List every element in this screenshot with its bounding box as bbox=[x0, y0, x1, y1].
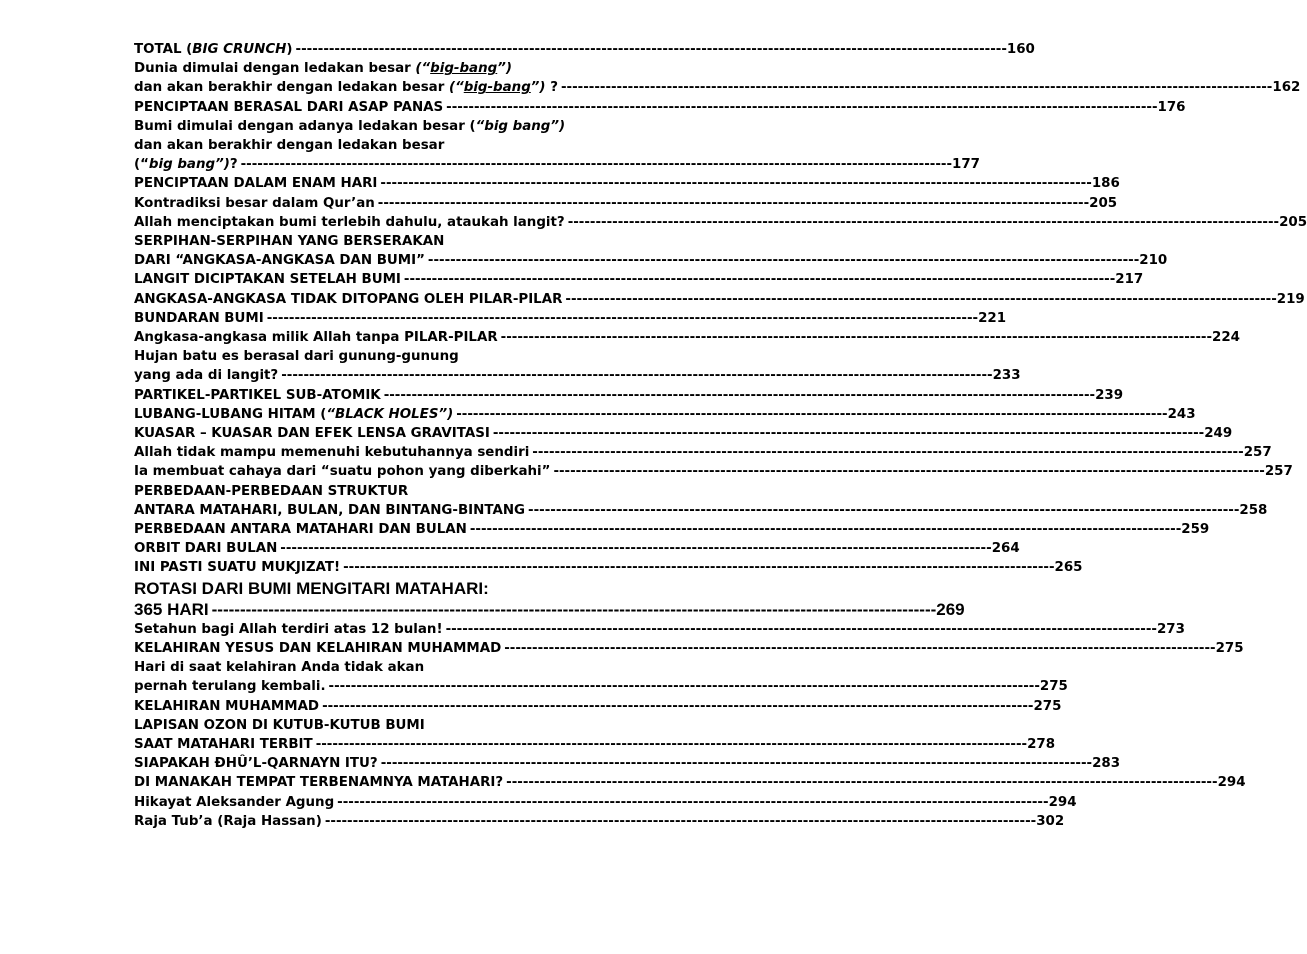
toc-text: dan akan berakhir dengan ledakan besar bbox=[134, 138, 445, 154]
toc-page-number: 205 bbox=[1279, 214, 1307, 230]
toc-page-number: 265 bbox=[1054, 560, 1083, 576]
toc-page-number: 275 bbox=[1033, 698, 1062, 714]
toc-entry bbox=[134, 424, 1233, 443]
toc-text: ) bbox=[286, 42, 293, 57]
toc-text: dan akan berakhir dengan ledakan besar bbox=[134, 80, 449, 96]
toc-page-number: 221 bbox=[978, 310, 1007, 326]
toc-entry-line bbox=[134, 716, 680, 735]
toc-text-italic: ”) bbox=[215, 157, 230, 173]
toc-page-number: 294 bbox=[1048, 794, 1077, 810]
toc-text: Allah tidak mampu memenuhi kebutuhannya sendiri bbox=[134, 445, 530, 461]
toc-page-number: 224 bbox=[1212, 330, 1240, 346]
dot-leader bbox=[212, 599, 937, 620]
toc-text: ? bbox=[545, 80, 558, 96]
dot-leader bbox=[322, 697, 1033, 716]
toc-entry bbox=[134, 558, 1083, 577]
toc-entry bbox=[134, 639, 1244, 658]
toc-entry bbox=[134, 539, 1020, 558]
toc-page-number: 219 bbox=[1276, 291, 1305, 307]
toc-text: PERBEDAAN-PERBEDAAN STRUKTUR bbox=[134, 483, 409, 499]
toc-page-number: 259 bbox=[1181, 522, 1210, 538]
toc-page-number: 243 bbox=[1167, 406, 1196, 422]
toc-page-number: 186 bbox=[1091, 176, 1120, 192]
toc-page-number: 257 bbox=[1264, 464, 1293, 480]
toc-text: SAAT MATAHARI TERBIT bbox=[134, 736, 313, 752]
toc-text: LANGIT DICIPTAKAN SETELAH BUMI bbox=[134, 272, 401, 288]
toc-text: 365 HARI bbox=[134, 599, 209, 619]
toc-page-number: 269 bbox=[936, 599, 965, 619]
toc-page-number: 176 bbox=[1157, 99, 1186, 115]
toc-page-number: 273 bbox=[1156, 621, 1185, 637]
toc-page-number: 278 bbox=[1027, 736, 1056, 752]
toc-entry-line bbox=[134, 658, 680, 677]
toc-entry-line bbox=[134, 482, 680, 501]
toc-entry bbox=[134, 328, 1240, 347]
toc-text: Ia membuat cahaya dari “suatu pohon yang diberkahi” bbox=[134, 464, 551, 480]
toc-page-number: 258 bbox=[1239, 502, 1268, 518]
toc-entry bbox=[134, 251, 1168, 270]
toc-entry bbox=[134, 290, 1305, 309]
dot-leader bbox=[404, 270, 1115, 289]
toc-entry bbox=[134, 520, 1210, 539]
toc-entry bbox=[134, 620, 1185, 639]
toc-entry-black-holes bbox=[134, 405, 1196, 424]
toc-entry bbox=[134, 443, 1272, 462]
toc-page-number: 275 bbox=[1215, 640, 1244, 656]
dot-leader bbox=[446, 620, 1157, 639]
toc-entry-large-line bbox=[134, 578, 680, 599]
toc-entry-line bbox=[134, 232, 680, 251]
toc-text: ORBIT DARI BULAN bbox=[134, 541, 278, 557]
toc-page-number: 294 bbox=[1217, 775, 1246, 791]
toc-text: ? bbox=[229, 157, 238, 173]
toc-text: ROTASI DARI BUMI MENGITARI MATAHARI: bbox=[134, 578, 489, 598]
dot-leader bbox=[446, 98, 1157, 117]
toc-entry bbox=[134, 735, 1056, 754]
toc-page-number: 239 bbox=[1095, 387, 1124, 403]
dot-leader bbox=[380, 174, 1091, 193]
toc-entry bbox=[134, 386, 1124, 405]
toc-text: SERPIHAN-SERPIHAN YANG BERSERAKAN bbox=[134, 234, 445, 250]
toc-text: ANGKASA-ANGKASA TIDAK DITOPANG OLEH PILAR-PILAR bbox=[134, 291, 563, 307]
toc-entry-line bbox=[134, 347, 680, 366]
dot-leader bbox=[428, 251, 1139, 270]
toc-text: PERBEDAAN ANTARA MATAHARI DAN BULAN bbox=[134, 522, 467, 538]
dot-leader bbox=[470, 520, 1181, 539]
dot-leader bbox=[316, 735, 1027, 754]
dot-leader bbox=[381, 754, 1092, 773]
toc-text: SIAPAKAH ĐHÛ’L-QARNAYN ITU? bbox=[134, 756, 378, 772]
dot-leader bbox=[553, 462, 1264, 481]
toc-page-number: 205 bbox=[1089, 195, 1118, 211]
toc-text-italic: BIG CRUNCH bbox=[192, 42, 287, 57]
toc-text: PARTIKEL-PARTIKEL SUB-ATOMIK bbox=[134, 387, 381, 403]
dot-leader bbox=[501, 328, 1212, 347]
toc-text: pernah terulang kembali. bbox=[134, 679, 326, 695]
toc-text-italic: “BLACK HOLES”) bbox=[326, 406, 454, 422]
toc-entry bbox=[134, 366, 1021, 385]
dot-leader bbox=[343, 558, 1054, 577]
toc-text: INI PASTI SUATU MUKJIZAT! bbox=[134, 560, 341, 576]
toc-entry bbox=[134, 462, 1293, 481]
toc-entry bbox=[134, 754, 1121, 773]
toc-entry bbox=[134, 98, 1186, 117]
toc-text: Angkasa-angkasa milik Allah tanpa PILAR-PILAR bbox=[134, 330, 498, 346]
toc-text-italic: ”) bbox=[530, 80, 546, 96]
toc-text: Bumi dimulai dengan adanya ledakan besar ( bbox=[134, 118, 476, 134]
toc-text: KELAHIRAN MUHAMMAD bbox=[134, 698, 320, 714]
toc-entry bbox=[134, 812, 1065, 831]
toc-text: Hari di saat kelahiran Anda tidak akan bbox=[134, 660, 425, 676]
toc-entry-big-bang bbox=[134, 78, 1301, 97]
dot-leader bbox=[506, 773, 1217, 792]
dot-leader bbox=[493, 424, 1204, 443]
toc-text: Hujan batu es berasal dari gunung-gunung bbox=[134, 349, 459, 365]
toc-entry-big-bang-2 bbox=[134, 155, 980, 174]
toc-page-number: 217 bbox=[1115, 272, 1144, 288]
toc-page-number: 302 bbox=[1036, 813, 1065, 829]
toc-page-number: 283 bbox=[1092, 756, 1121, 772]
toc-text: PENCIPTAAN DALAM ENAM HARI bbox=[134, 176, 378, 192]
dot-leader bbox=[504, 639, 1215, 658]
dot-leader bbox=[241, 155, 952, 174]
dot-leader bbox=[296, 40, 1007, 59]
toc-text: Hikayat Aleksander Agung bbox=[134, 794, 335, 810]
toc-text: KUASAR – KUASAR DAN EFEK LENSA GRAVITASI bbox=[134, 426, 490, 442]
toc-page-number: 249 bbox=[1204, 426, 1233, 442]
table-of-contents bbox=[134, 40, 1307, 831]
toc-entry-line bbox=[134, 59, 680, 78]
toc-text: Raja Tub’a (Raja Hassan) bbox=[134, 813, 322, 829]
toc-entry bbox=[134, 677, 1068, 696]
toc-page-number: 233 bbox=[992, 368, 1021, 384]
dot-leader bbox=[561, 78, 1272, 97]
dot-leader bbox=[329, 677, 1040, 696]
toc-page-number: 257 bbox=[1243, 445, 1272, 461]
toc-page-number: 162 bbox=[1272, 80, 1301, 96]
toc-page-number: 210 bbox=[1139, 253, 1168, 269]
dot-leader bbox=[528, 501, 1239, 520]
toc-entry bbox=[134, 270, 1144, 289]
toc-page-number: 264 bbox=[991, 541, 1020, 557]
dot-leader bbox=[568, 213, 1279, 232]
toc-page-number: 160 bbox=[1006, 42, 1035, 57]
toc-text-italic: “big bang”) bbox=[475, 118, 566, 134]
toc-text: LUBANG-LUBANG HITAM ( bbox=[134, 406, 327, 422]
toc-entry bbox=[134, 793, 1077, 812]
dot-leader bbox=[280, 539, 991, 558]
toc-entry bbox=[134, 697, 1062, 716]
toc-text: Setahun bagi Allah terdiri atas 12 bulan! bbox=[134, 621, 443, 637]
toc-text-italic-underlined: big-bang bbox=[430, 61, 498, 77]
toc-page-number: 275 bbox=[1039, 679, 1068, 695]
dot-leader bbox=[325, 812, 1036, 831]
toc-entry-large bbox=[134, 599, 965, 620]
toc-entry bbox=[134, 309, 1007, 328]
toc-entry-big-crunch bbox=[134, 40, 1035, 59]
toc-text: Kontradiksi besar dalam Qur’an bbox=[134, 195, 375, 211]
toc-entry bbox=[134, 773, 1246, 792]
dot-leader bbox=[384, 386, 1095, 405]
toc-text-italic: ”) bbox=[497, 61, 512, 77]
dot-leader bbox=[281, 366, 992, 385]
toc-text-italic: big bang bbox=[148, 157, 216, 173]
toc-text: BUNDARAN BUMI bbox=[134, 310, 264, 326]
toc-entry bbox=[134, 501, 1268, 520]
toc-text: (“ bbox=[134, 157, 149, 173]
toc-entry bbox=[134, 213, 1307, 232]
toc-text: Allah menciptakan bumi terlebih dahulu, ataukah langit? bbox=[134, 214, 565, 230]
toc-text-italic: (“ bbox=[448, 80, 464, 96]
toc-page-number: 177 bbox=[952, 157, 980, 173]
dot-leader bbox=[267, 309, 978, 328]
toc-text: Dunia dimulai dengan ledakan besar bbox=[134, 61, 416, 77]
toc-text: yang ada di langit? bbox=[134, 368, 279, 384]
toc-text-italic: (“ bbox=[415, 61, 431, 77]
toc-text: DI MANAKAH TEMPAT TERBENAMNYA MATAHARI? bbox=[134, 775, 504, 791]
dot-leader bbox=[337, 793, 1048, 812]
toc-text: DARI “ANGKASA-ANGKASA DAN BUMI” bbox=[134, 253, 425, 269]
toc-text: KELAHIRAN YESUS DAN KELAHIRAN MUHAMMAD bbox=[134, 640, 502, 656]
dot-leader bbox=[378, 194, 1089, 213]
toc-entry-line bbox=[134, 136, 680, 155]
toc-entry bbox=[134, 174, 1120, 193]
dot-leader bbox=[565, 290, 1276, 309]
toc-text-italic-underlined: big-bang bbox=[463, 80, 531, 96]
toc-text: ANTARA MATAHARI, BULAN, DAN BINTANG-BINTANG bbox=[134, 502, 526, 518]
toc-entry bbox=[134, 194, 1118, 213]
dot-leader bbox=[456, 405, 1167, 424]
dot-leader bbox=[532, 443, 1243, 462]
toc-text: PENCIPTAAN BERASAL DARI ASAP PANAS bbox=[134, 99, 444, 115]
toc-entry-line bbox=[134, 117, 680, 136]
toc-text: TOTAL ( bbox=[134, 42, 193, 57]
toc-text: LAPISAN OZON DI KUTUB-KUTUB BUMI bbox=[134, 717, 425, 733]
